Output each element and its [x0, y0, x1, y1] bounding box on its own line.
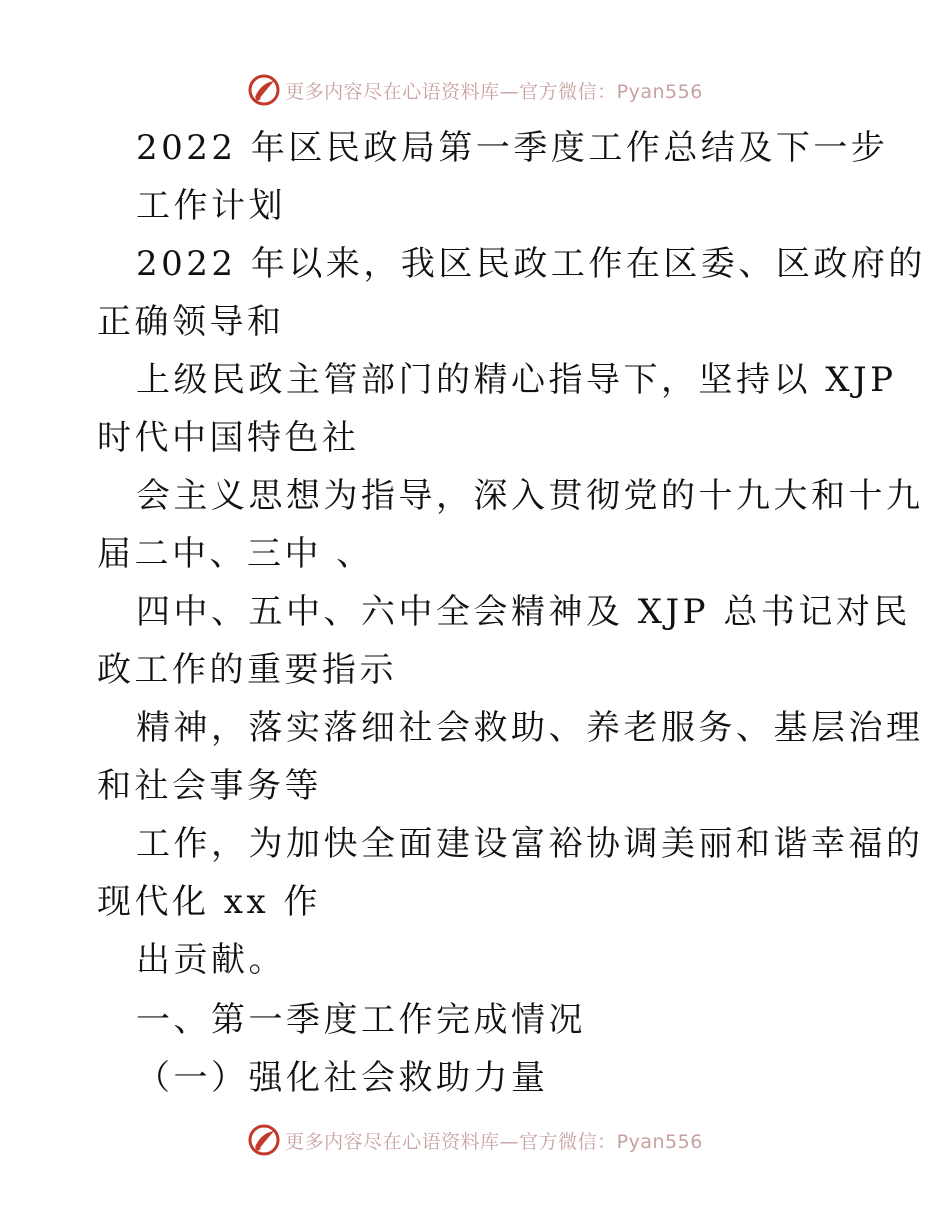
paragraph-line: 上级民政主管部门的精心指导下，坚持以 XJP [136, 360, 897, 400]
paragraph-line: 工作，为加快全面建设富裕协调美丽和谐幸福的 [136, 824, 924, 864]
paragraph-line: 正确领导和 [97, 302, 285, 342]
brush-logo-icon [247, 73, 281, 107]
document-title-line-2: 工作计划 [136, 186, 286, 226]
footer-watermark-text: 更多内容尽在心语资料库—官方微信：Pyan556 [285, 1130, 703, 1153]
brush-logo-icon [247, 1123, 281, 1157]
paragraph-line: 届二中、三中 、 [97, 534, 374, 574]
paragraph-line: 会主义思想为指导，深入贯彻党的十九大和十九 [136, 476, 924, 516]
section-heading: 一、第一季度工作完成情况 [136, 1000, 586, 1040]
paragraph-line: 政工作的重要指示 [97, 650, 397, 690]
header-watermark-banner [0, 70, 950, 110]
paragraph-line: 时代中国特色社 [97, 418, 360, 458]
paragraph-line: 和社会事务等 [97, 766, 322, 806]
document-title-line-1: 2022 年区民政局第一季度工作总结及下一步 [136, 128, 889, 168]
footer-watermark-banner [0, 1120, 950, 1160]
header-watermark-text: 更多内容尽在心语资料库—官方微信：Pyan556 [285, 80, 703, 103]
paragraph-line: 现代化 xx 作 [97, 882, 321, 922]
subsection-heading: （一）强化社会救助力量 [136, 1058, 549, 1098]
paragraph-line: 精神，落实落细社会救助、养老服务、基层治理 [136, 708, 924, 748]
paragraph-line: 2022 年以来，我区民政工作在区委、区政府的 [136, 244, 926, 284]
paragraph-line: 出贡献。 [136, 940, 286, 980]
paragraph-line: 四中、五中、六中全会精神及 XJP 总书记对民 [136, 592, 911, 632]
